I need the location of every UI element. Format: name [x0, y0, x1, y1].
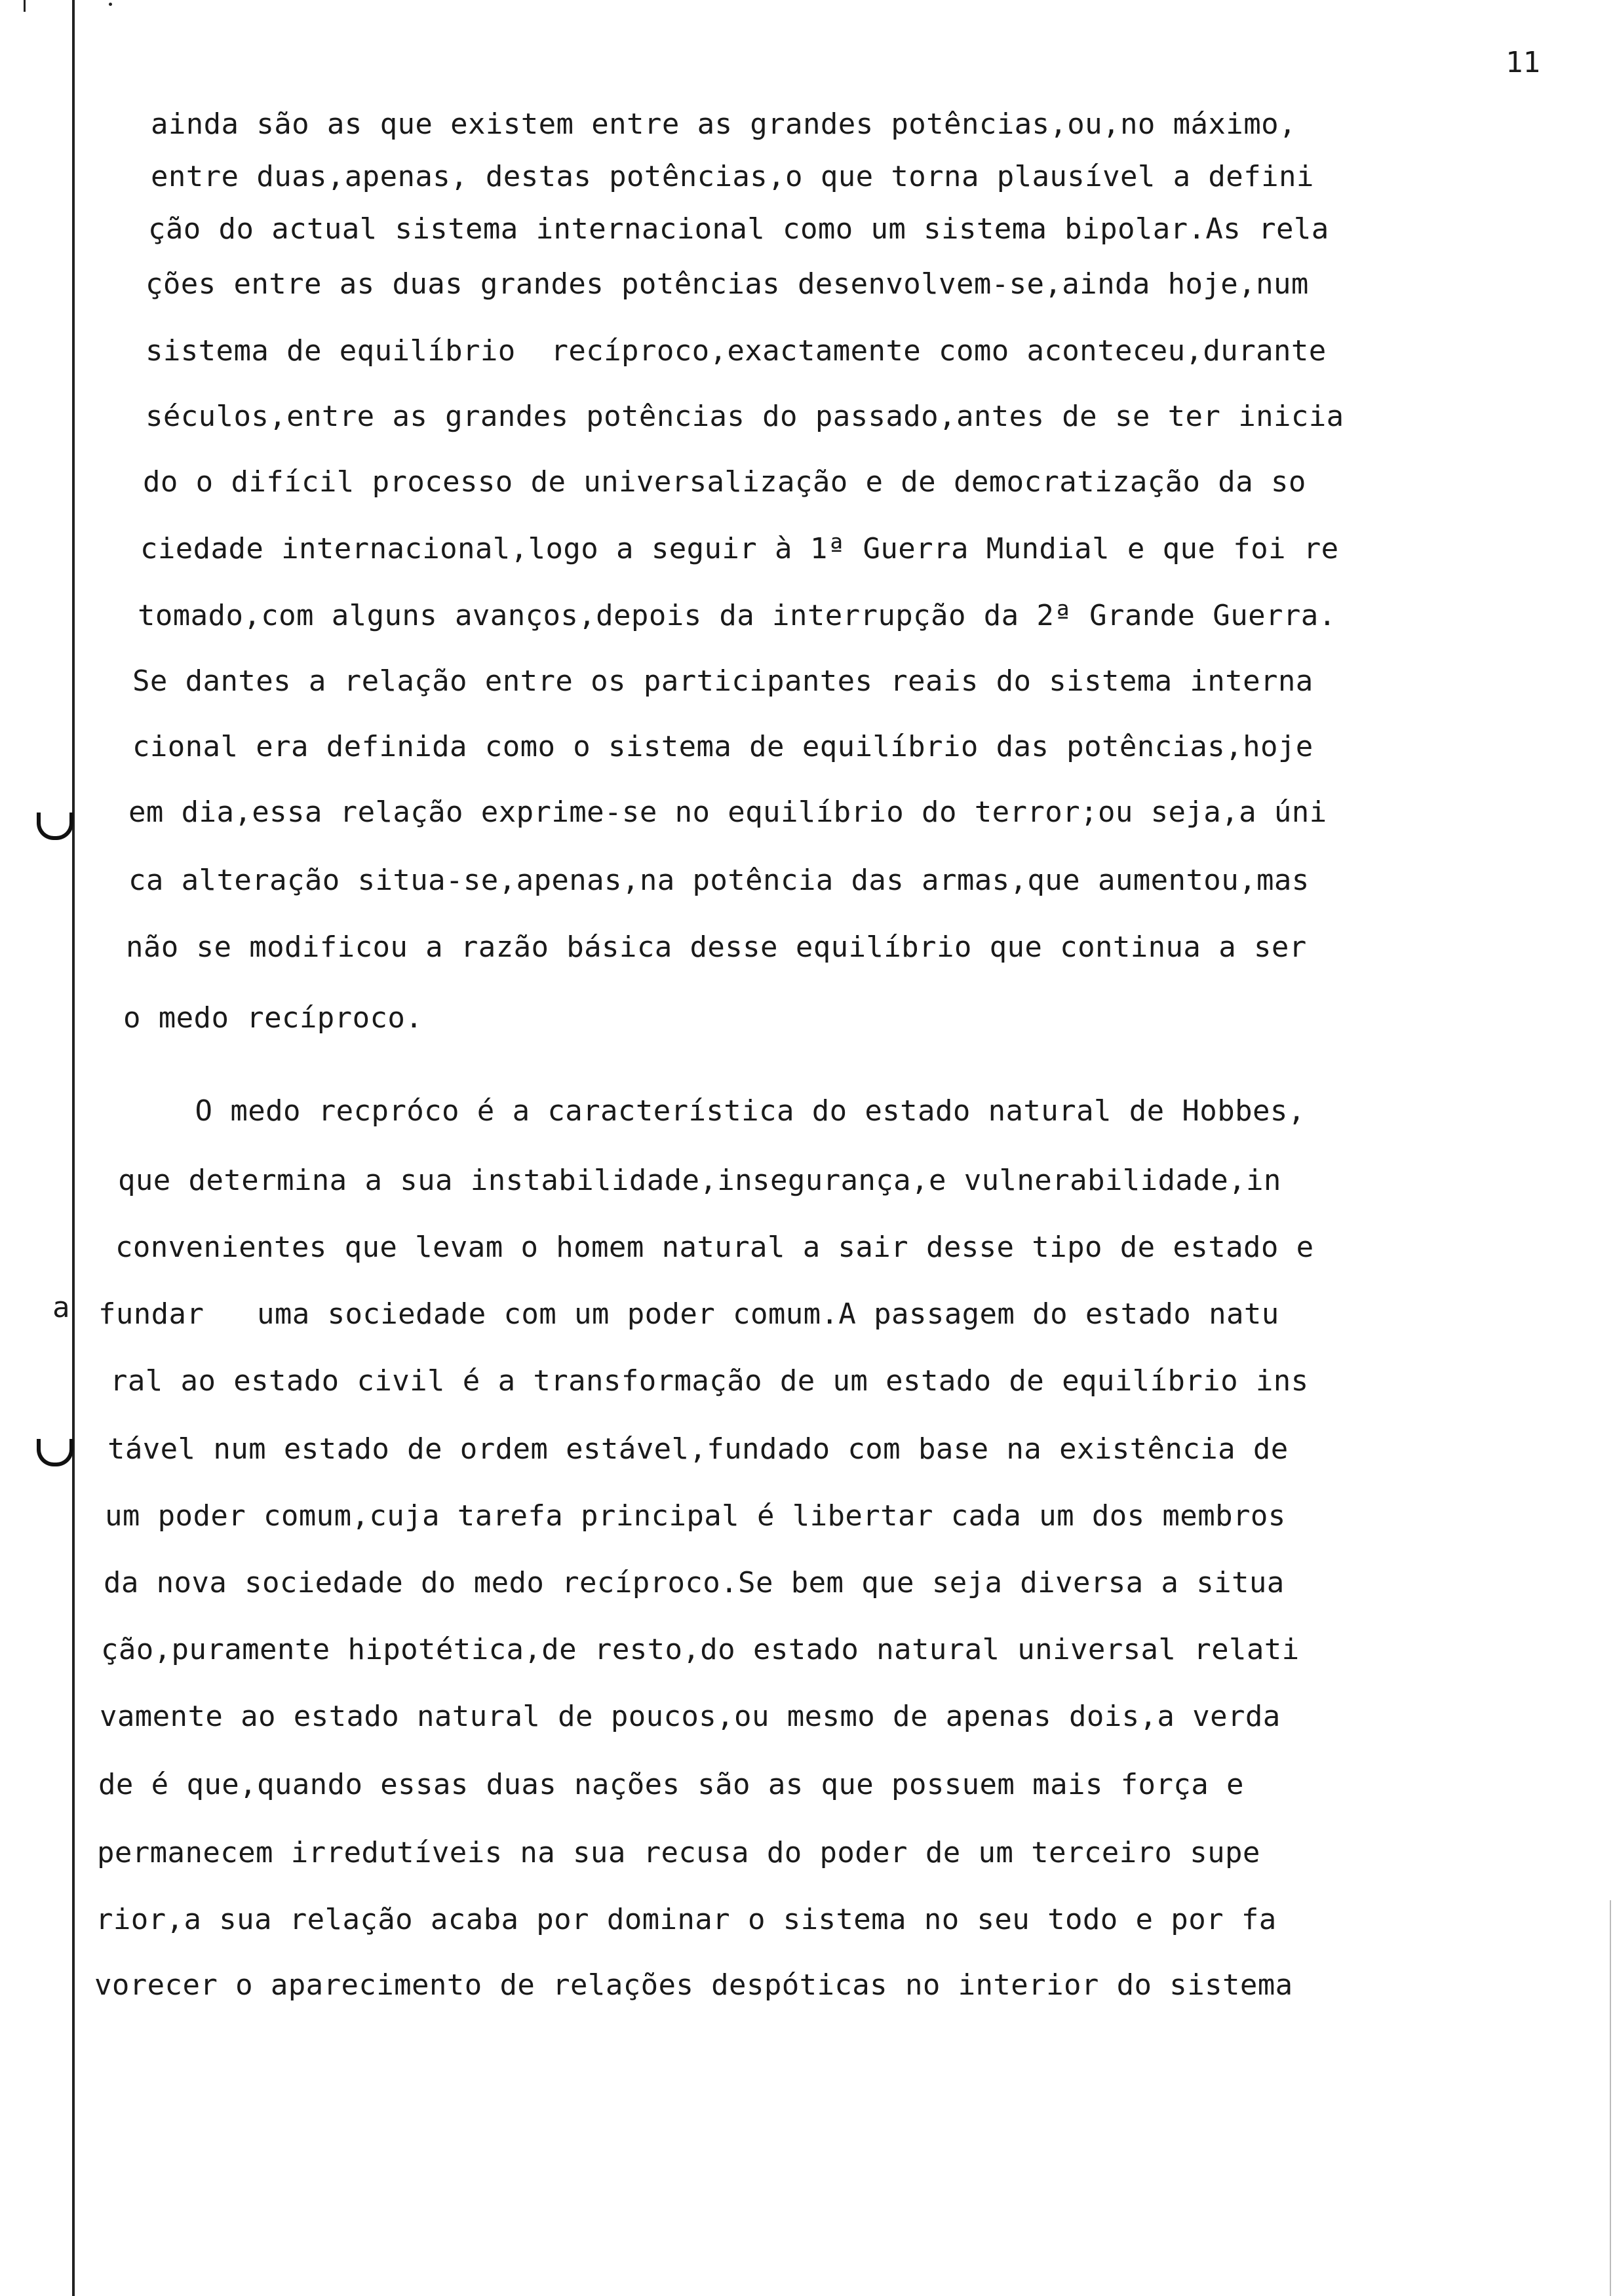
text-line: ção do actual sistema internacional como um sistema bipolar.As rela [148, 212, 1329, 246]
text-line: vorecer o aparecimento de relações despóticas no interior do sistema [94, 1968, 1293, 2002]
text-line: fundar uma sociedade com um poder comum.A passagem do estado natu [98, 1297, 1279, 1331]
margin-bracket-mark [37, 813, 73, 840]
text-line: ral ao estado civil é a transformação de um estado de equilíbrio ins [110, 1364, 1309, 1398]
text-line: que determina a sua instabilidade,insegurança,e vulnerabilidade,in [118, 1164, 1281, 1197]
text-line: cional era definida como o sistema de equilíbrio das potências,hoje [132, 730, 1313, 763]
page-edge-shadow [1610, 1900, 1611, 2296]
margin-note: a [52, 1291, 70, 1324]
text-line: Se dantes a relação entre os participantes reais do sistema interna [132, 664, 1313, 698]
text-line: de é que,quando essas duas nações são as que possuem mais força e [98, 1768, 1244, 1801]
text-line: vamente ao estado natural de poucos,ou mesmo de apenas dois,a verda [100, 1700, 1281, 1733]
text-line: tomado,com alguns avanços,depois da interrupção da 2ª Grande Guerra. [138, 599, 1336, 632]
left-margin-rule [72, 0, 75, 2296]
text-line: ca alteração situa-se,apenas,na potência das armas,que aumentou,mas [128, 864, 1310, 897]
text-line: tável num estado de ordem estável,fundado com base na existência de [107, 1432, 1289, 1466]
page-number: 11 [1506, 46, 1540, 79]
text-line: ciedade internacional,logo a seguir à 1ª Guerra Mundial e que foi re [140, 532, 1339, 565]
text-line: sistema de equilíbrio recíproco,exactamente como aconteceu,durante [146, 334, 1327, 368]
top-margin-tick [24, 0, 26, 12]
text-line: em dia,essa relação exprime-se no equilíbrio do terror;ou seja,a úni [128, 795, 1327, 829]
text-line: um poder comum,cuja tarefa principal é libertar cada um dos membros [105, 1499, 1286, 1533]
text-line: do o difícil processo de universalização e de democratização da so [143, 465, 1306, 499]
ink-dot [109, 3, 112, 6]
text-line: séculos,entre as grandes potências do passado,antes de se ter inicia [146, 400, 1344, 433]
text-line: entre duas,apenas, destas potências,o que torna plausível a defini [151, 160, 1314, 193]
text-line: ção,puramente hipotética,de resto,do estado natural universal relati [101, 1633, 1300, 1666]
text-line: da nova sociedade do medo recíproco.Se bem que seja diversa a situa [104, 1566, 1285, 1599]
text-line: O medo recpróco é a característica do estado natural de Hobbes, [125, 1094, 1306, 1128]
text-line: o medo recíproco. [123, 1001, 423, 1035]
text-line: rior,a sua relação acaba por dominar o sistema no seu todo e por fa [96, 1903, 1277, 1936]
text-line: não se modificou a razão básica desse equilíbrio que continua a ser [126, 930, 1307, 964]
text-line: convenientes que levam o homem natural a sair desse tipo de estado e [115, 1231, 1314, 1264]
text-line: permanecem irredutíveis na sua recusa do poder de um terceiro supe [97, 1836, 1260, 1869]
margin-bracket-mark [37, 1439, 73, 1466]
text-line: ainda são as que existem entre as grandes potências,ou,no máximo, [151, 107, 1296, 141]
text-line: ções entre as duas grandes potências desenvolvem-se,ainda hoje,num [146, 267, 1309, 301]
